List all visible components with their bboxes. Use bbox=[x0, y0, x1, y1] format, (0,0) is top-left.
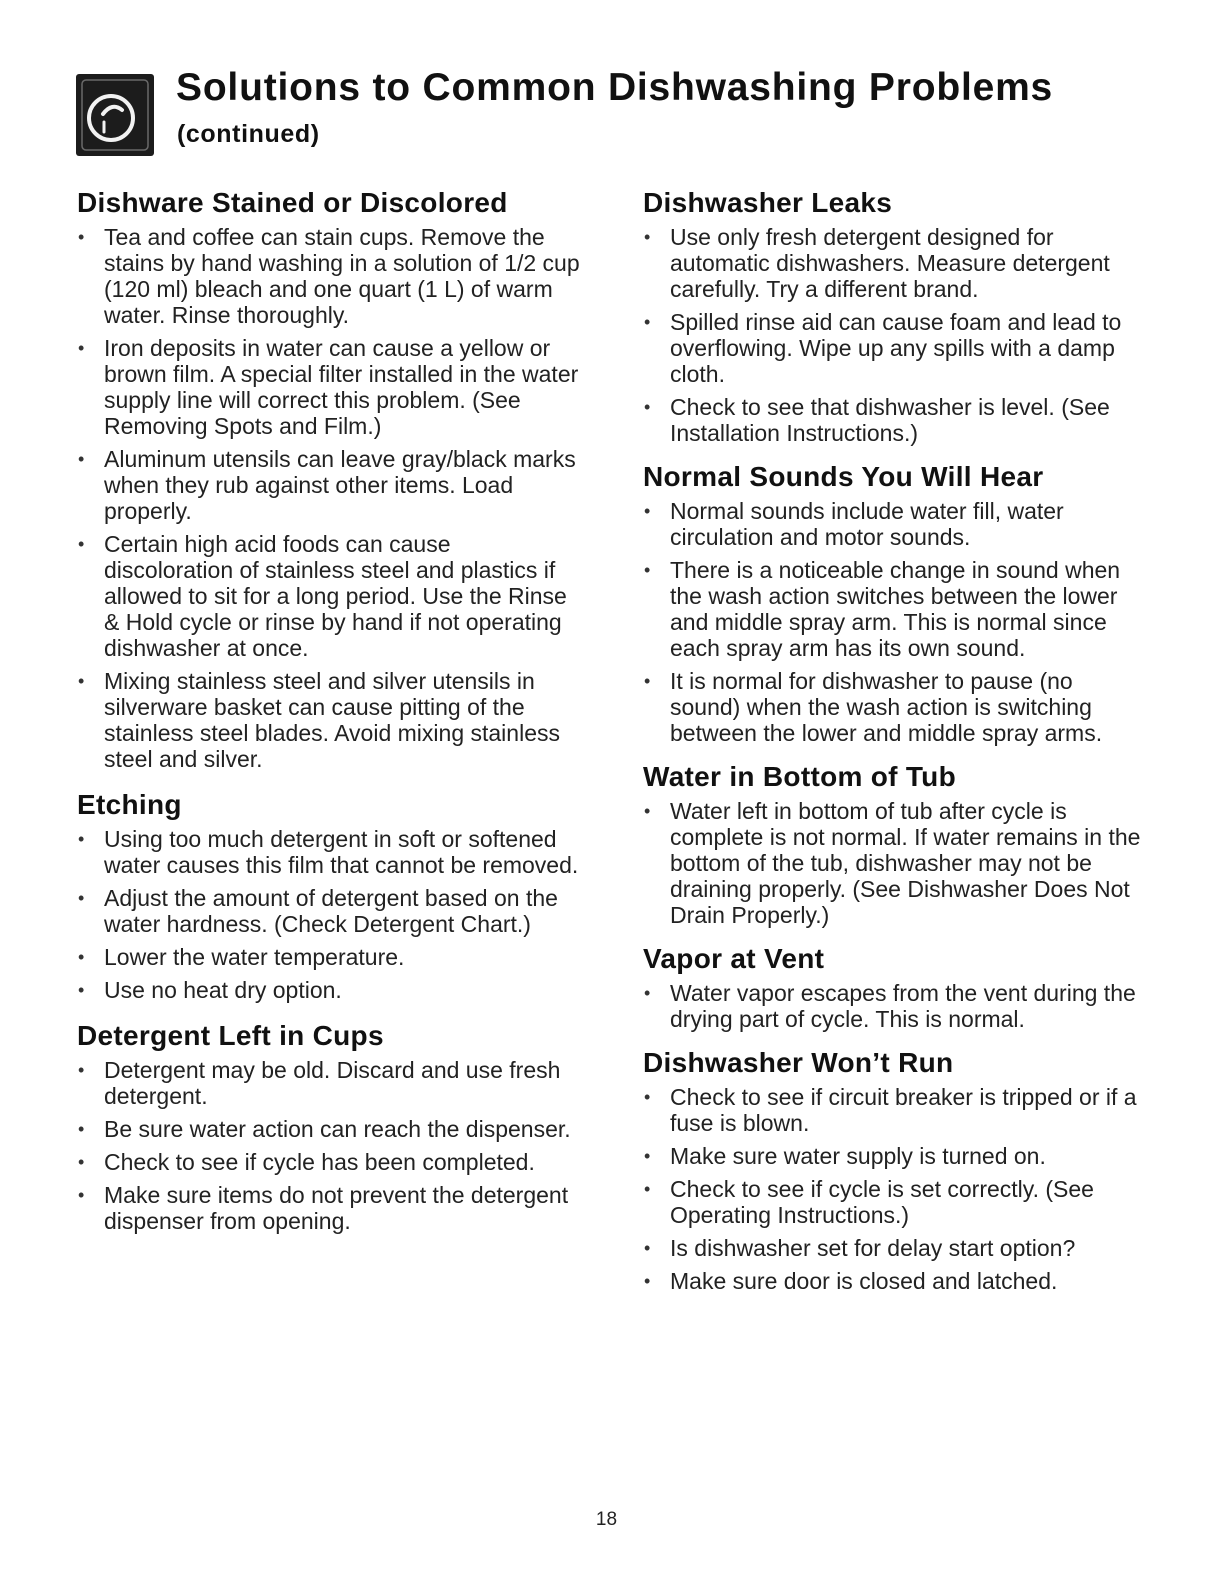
section-heading: Water in Bottom of Tub bbox=[643, 761, 956, 792]
dishwashing-icon bbox=[76, 74, 154, 156]
list-item-text: Water vapor escapes from the vent during the drying part of cycle. This is normal. bbox=[670, 980, 1136, 1032]
list-item bbox=[77, 668, 582, 772]
section-etching bbox=[77, 788, 582, 1003]
bullet-icon: • bbox=[78, 888, 85, 908]
list-item bbox=[77, 944, 582, 970]
bullet-icon: • bbox=[78, 1185, 85, 1205]
list-item bbox=[643, 1143, 1148, 1169]
list-item bbox=[643, 668, 1148, 746]
list-item-text: Check to see that dishwasher is level. (See Installation Instructions.) bbox=[670, 394, 1110, 446]
bullet-list bbox=[77, 1057, 582, 1234]
list-item bbox=[77, 826, 582, 878]
bullet-icon: • bbox=[78, 671, 85, 691]
list-item bbox=[77, 885, 582, 937]
list-item-text: Detergent may be old. Discard and use fresh detergent. bbox=[104, 1057, 561, 1109]
list-item bbox=[77, 531, 582, 661]
page-title: Solutions to Common Dishwashing Problems bbox=[176, 66, 1054, 109]
bullet-icon: • bbox=[78, 1060, 85, 1080]
bullet-icon: • bbox=[78, 1152, 85, 1172]
section-heading: Detergent Left in Cups bbox=[77, 1020, 384, 1051]
bullet-list bbox=[643, 980, 1148, 1032]
bullet-icon: • bbox=[644, 1238, 651, 1258]
section-heading: Vapor at Vent bbox=[643, 943, 825, 974]
list-item-text: Make sure water supply is turned on. bbox=[670, 1143, 1046, 1169]
bullet-icon: • bbox=[644, 312, 651, 332]
list-item-text: It is normal for dishwasher to pause (no sound) when the wash action is switching between the lower and middle spray arms. bbox=[670, 668, 1103, 746]
list-item-text: Tea and coffee can stain cups. Remove the stains by hand washing in a solution of 1/2 cup (120 ml) bleach and one quart (1 L) of warm water. Rinse thoroughly. bbox=[104, 224, 580, 328]
list-item bbox=[643, 394, 1148, 446]
section-heading: Dishwasher Won’t Run bbox=[643, 1047, 954, 1078]
right-column bbox=[643, 186, 1148, 1301]
bullet-icon: • bbox=[78, 980, 85, 1000]
left-column bbox=[77, 186, 582, 1241]
bullet-icon: • bbox=[644, 1179, 651, 1199]
page-number: 18 bbox=[595, 1509, 618, 1530]
bullet-icon: • bbox=[644, 501, 651, 521]
bullet-icon: • bbox=[78, 534, 85, 554]
list-item-text: Make sure items do not prevent the detergent dispenser from opening. bbox=[104, 1182, 569, 1234]
bullet-icon: • bbox=[78, 829, 85, 849]
list-item-text: Water left in bottom of tub after cycle is complete is not normal. If water remains in the bottom of the tub, dishwasher may not be draining properly. (See Dishwasher Does Not Drain Properly.) bbox=[670, 798, 1141, 928]
list-item-text: Spilled rinse aid can cause foam and lead to overflowing. Wipe up any spills with a damp cloth. bbox=[670, 309, 1122, 387]
list-item-text: Iron deposits in water can cause a yellow or brown film. A special filter installed in the water supply line will correct this problem. (See Removing Spots and Film.) bbox=[104, 335, 579, 439]
list-item bbox=[643, 1235, 1148, 1261]
section-dishwasher-leaks bbox=[643, 186, 1148, 446]
bullet-icon: • bbox=[78, 227, 85, 247]
list-item bbox=[77, 335, 582, 439]
list-item-text: Be sure water action can reach the dispenser. bbox=[104, 1116, 571, 1142]
section-vapor-at-vent bbox=[643, 942, 1148, 1032]
list-item-text: There is a noticeable change in sound when the wash action switches between the lower and middle spray arm. This is normal since each spray arm has its own sound. bbox=[670, 557, 1121, 661]
bullet-list bbox=[77, 224, 582, 772]
list-item bbox=[77, 224, 582, 328]
bullet-list bbox=[643, 1084, 1148, 1294]
bullet-icon: • bbox=[644, 1087, 651, 1107]
bullet-icon: • bbox=[78, 449, 85, 469]
list-item-text: Check to see if circuit breaker is tripped or if a fuse is blown. bbox=[670, 1084, 1137, 1136]
list-item bbox=[643, 980, 1148, 1032]
list-item-text: Use only fresh detergent designed for automatic dishwashers. Measure detergent carefully. Try a different brand. bbox=[670, 224, 1110, 302]
section-heading: Dishware Stained or Discolored bbox=[77, 187, 508, 218]
list-item bbox=[643, 557, 1148, 661]
list-item-text: Use no heat dry option. bbox=[104, 977, 342, 1003]
list-item bbox=[77, 446, 582, 524]
bullet-icon: • bbox=[644, 227, 651, 247]
bullet-list bbox=[77, 826, 582, 1003]
list-item-text: Make sure door is closed and latched. bbox=[670, 1268, 1058, 1294]
bullet-icon: • bbox=[78, 947, 85, 967]
bullet-icon: • bbox=[644, 801, 651, 821]
list-item-text: Check to see if cycle is set correctly. (See Operating Instructions.) bbox=[670, 1176, 1094, 1228]
bullet-icon: • bbox=[78, 338, 85, 358]
list-item-text: Is dishwasher set for delay start option? bbox=[670, 1235, 1076, 1261]
list-item-text: Adjust the amount of detergent based on the water hardness. (Check Detergent Chart.) bbox=[104, 885, 558, 937]
list-item bbox=[643, 224, 1148, 302]
list-item-text: Certain high acid foods can cause discoloration of stainless steel and plastics if allowed to sit for a long period. Use the Rinse & Hold cycle or rinse by hand if not operating dishwasher at once. bbox=[104, 531, 567, 661]
bullet-icon: • bbox=[644, 983, 651, 1003]
list-item bbox=[643, 1268, 1148, 1294]
list-item bbox=[643, 798, 1148, 928]
section-heading: Etching bbox=[77, 789, 182, 820]
section-normal-sounds bbox=[643, 460, 1148, 746]
list-item-text: Mixing stainless steel and silver utensils in silverware basket can cause pitting of the stainless steel blades. Avoid mixing stainless steel and silver. bbox=[104, 668, 560, 772]
list-item bbox=[77, 1116, 582, 1142]
bullet-list bbox=[643, 224, 1148, 446]
section-heading: Dishwasher Leaks bbox=[643, 187, 893, 218]
list-item bbox=[77, 1182, 582, 1234]
bullet-list bbox=[643, 498, 1148, 746]
bullet-icon: • bbox=[644, 671, 651, 691]
list-item-text: Check to see if cycle has been completed. bbox=[104, 1149, 535, 1175]
section-heading: Normal Sounds You Will Hear bbox=[643, 461, 1044, 492]
list-item-text: Using too much detergent in soft or softened water causes this film that cannot be removed. bbox=[104, 826, 579, 878]
list-item bbox=[77, 977, 582, 1003]
bullet-icon: • bbox=[644, 1271, 651, 1291]
list-item bbox=[643, 498, 1148, 550]
list-item bbox=[643, 309, 1148, 387]
section-wont-run bbox=[643, 1046, 1148, 1294]
list-item bbox=[643, 1084, 1148, 1136]
list-item-text: Normal sounds include water fill, water circulation and motor sounds. bbox=[670, 498, 1064, 550]
bullet-list bbox=[643, 798, 1148, 928]
bullet-icon: • bbox=[644, 397, 651, 417]
list-item-text: Lower the water temperature. bbox=[104, 944, 405, 970]
bullet-icon: • bbox=[644, 560, 651, 580]
section-detergent-left bbox=[77, 1019, 582, 1234]
list-item bbox=[77, 1057, 582, 1109]
section-water-in-bottom bbox=[643, 760, 1148, 928]
list-item-text: Aluminum utensils can leave gray/black marks when they rub against other items. Load properly. bbox=[104, 446, 576, 524]
bullet-icon: • bbox=[78, 1119, 85, 1139]
list-item bbox=[77, 1149, 582, 1175]
list-item bbox=[643, 1176, 1148, 1228]
bullet-icon: • bbox=[644, 1146, 651, 1166]
section-dishware-stained bbox=[77, 186, 582, 772]
page-subtitle: (continued) bbox=[177, 120, 320, 148]
